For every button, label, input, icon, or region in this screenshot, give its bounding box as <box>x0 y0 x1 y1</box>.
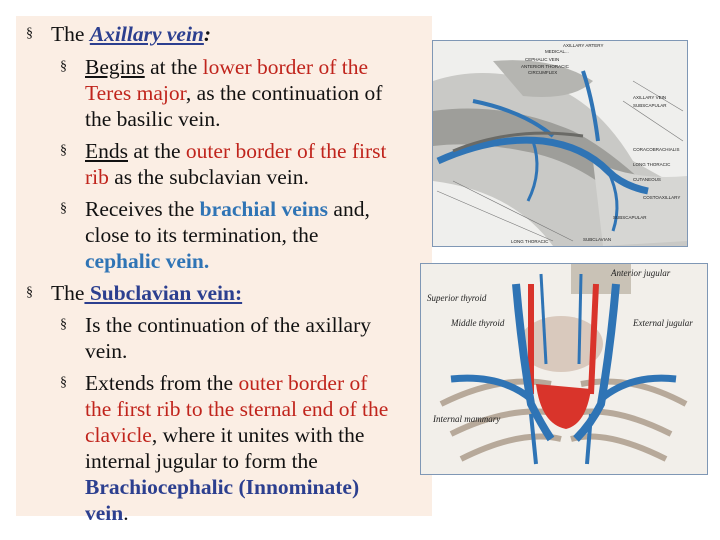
begins-line-1: Begins at the lower border of the <box>85 55 369 79</box>
extends-line-2: the first rib to the sternal end of the <box>85 397 389 421</box>
axilla-label: LONG THORACIC <box>633 162 671 167</box>
axilla-label: MEDICAL... <box>545 49 569 54</box>
subclavian-vein-title: Subclavian vein: <box>84 281 243 305</box>
axilla-label: CIRCUMFLEX <box>528 70 558 75</box>
axilla-label: SUBCLAVIAN <box>583 237 612 242</box>
axilla-illustration <box>432 40 688 247</box>
bullet-marker: § <box>60 375 67 390</box>
external-jugular-label: External jugular <box>633 318 693 328</box>
bullet-marker: § <box>60 143 67 158</box>
axilla-label: AXILLARY ARTERY <box>563 43 604 48</box>
axilla-label: CEPHALIC VEIN <box>525 57 560 62</box>
extends-line-5: Brachiocephalic (Innominate) <box>85 475 360 499</box>
axillary-heading: The Axillary vein: <box>51 22 212 46</box>
axilla-label: SUBSCAPULAR <box>633 103 667 108</box>
extends-line-6: vein. <box>85 501 129 525</box>
bullet-marker: § <box>60 59 67 74</box>
axilla-drawing <box>433 41 687 246</box>
extends-line-4: internal jugular to form the <box>85 449 318 473</box>
neck-veins-illustration <box>420 263 708 475</box>
axilla-label: ANTERIOR THORACIC <box>521 64 569 69</box>
begins-line-2: Teres major, as the continuation of <box>85 81 383 105</box>
axilla-label: LONG THORACIC <box>511 239 549 244</box>
internal-mammary-label: Internal mammary <box>433 414 501 424</box>
axilla-label: CORACOBRACHIALIS <box>633 147 680 152</box>
receives-line-3: cephalic vein. <box>85 249 210 273</box>
anterior-jugular-label: Anterior jugular <box>611 268 671 278</box>
axilla-label: AXILLARY VEIN <box>633 95 667 100</box>
receives-line-2: close to its termination, the <box>85 223 319 247</box>
ends-line-2: rib as the subclavian vein. <box>85 165 309 189</box>
axilla-label: CUTANEOUS <box>633 177 661 182</box>
extends-line-3: clavicle, where it unites with the <box>85 423 365 447</box>
bullet-marker: § <box>26 26 33 41</box>
bullet-marker: § <box>60 201 67 216</box>
axilla-label: COSTOAXILLARY <box>643 195 681 200</box>
continuation-line-1: Is the continuation of the axillary <box>85 313 371 337</box>
bullet-marker: § <box>60 317 67 332</box>
axilla-label: SUBSCAPULAR <box>613 215 647 220</box>
receives-line-1: Receives the brachial veins and, <box>85 197 370 221</box>
middle-thyroid-label: Middle thyroid <box>451 318 505 328</box>
subclavian-heading: The Subclavian vein: <box>51 281 243 305</box>
axillary-vein-title: Axillary vein <box>89 22 204 46</box>
superior-thyroid-label: Superior thyroid <box>427 293 487 303</box>
ends-line-1: Ends at the outer border of the first <box>85 139 387 163</box>
extends-line-1: Extends from the outer border of <box>85 371 368 395</box>
neck-veins-drawing <box>421 264 707 474</box>
begins-line-3: the basilic vein. <box>85 107 221 131</box>
continuation-line-2: vein. <box>85 339 128 363</box>
bullet-marker: § <box>26 285 33 300</box>
